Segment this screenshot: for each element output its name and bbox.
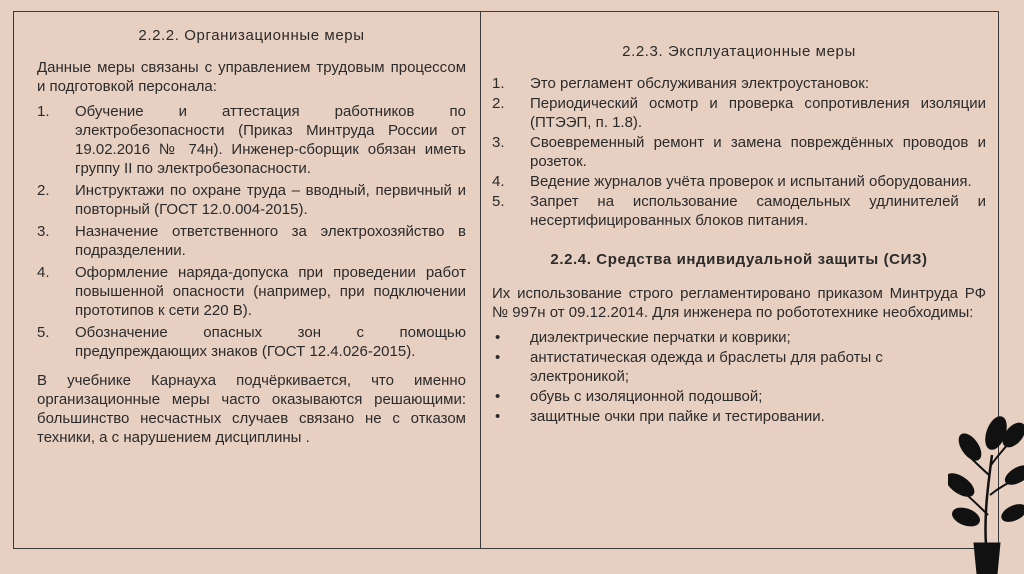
list-item [492,328,986,347]
list-item-text: Обучение и аттестация работников по электробезопасности (Приказ Минтруда России от 19.02.2016 № 74н). Инженер-сборщик обязан иметь группу II по электробезопасности. [75,103,466,177]
list-item-text: Периодический осмотр и проверка сопротивления изоляции (ПТЭЭП, п. 1.8). [530,95,986,131]
list-item [492,407,986,426]
list-item-text: защитные очки при пайке и тестировании. [530,408,825,425]
list-item [37,222,466,260]
list-item [492,348,986,386]
list-number: 3. [37,223,50,240]
column-divider [480,12,481,548]
list-item-text: Назначение ответственного за электрохозяйство в подразделении. [75,223,466,259]
list-number: 4. [492,173,505,190]
list-item-text: Обозначение опасных зон с помощью предупреждающих знаков (ГОСТ 12.4.026-2015). [75,324,466,360]
ppe-bullet-list [492,328,986,426]
list-item-text: Своевременный ремонт и замена повреждённых проводов и розеток. [530,134,986,170]
right-numbered-list [492,74,986,230]
list-number: 2. [492,95,505,112]
list-item-text: Инструктажи по охране труда – вводный, первичный и повторный (ГОСТ 12.0.004-2015). [75,182,466,218]
content-table [13,11,999,549]
list-number: 2. [37,182,50,199]
list-item [492,133,986,171]
left-outro: В учебнике Карнауха подчёркивается, что именно организационные меры часто оказываются решающими: большинство несчастных случаев связано не с отказом техники, а с нарушением дисциплины . [37,372,466,446]
list-item-text: Это регламент обслуживания электроустановок: [530,75,869,92]
potted-plant-icon [948,405,1024,574]
list-number: 5. [37,324,50,341]
list-item [37,181,466,219]
left-numbered-list [37,102,466,361]
right-column [482,12,1000,548]
bullet-icon: • [495,329,501,346]
list-item [492,94,986,132]
list-item-text: Запрет на использование самодельных удлинителей и несертифицированных блоков питания. [530,193,986,229]
list-item [37,102,466,178]
left-heading: 2.2.2. Организационные меры [138,27,365,44]
list-item-text: Оформление наряда-допуска при проведении работ повышенной опасности (например, при подключении прототипов к сети 220 В). [75,264,466,319]
list-item [492,387,986,406]
right-heading: 2.2.3. Эксплуатационные меры [622,43,856,60]
list-item-text: антистатическая одежда и браслеты для работы с электроникой; [530,349,883,385]
list-item-text: диэлектрические перчатки и коврики; [530,329,791,346]
right-intro-ppe: Их использование строго регламентировано приказом Минтруда РФ № 997н от 09.12.2014. Для инженера по робототехнике необходимы: [492,285,986,321]
list-number: 4. [37,264,50,281]
bullet-icon: • [495,388,501,405]
list-item [492,172,986,191]
list-item-text: обувь с изоляционной подошвой; [530,388,763,405]
bullet-icon: • [495,408,501,425]
right-heading-ppe: 2.2.4. Средства индивидуальной защиты (СИЗ) [550,251,928,268]
list-number: 3. [492,134,505,151]
list-item [492,192,986,230]
list-item-text: Ведение журналов учёта проверок и испытаний оборудования. [530,173,972,190]
list-item [37,263,466,320]
left-intro: Данные меры связаны с управлением трудовым процессом и подготовкой персонала: [37,59,466,95]
list-item [492,74,986,93]
list-item [37,323,466,361]
list-number: 1. [37,103,50,120]
list-number: 5. [492,193,505,210]
bullet-icon: • [495,349,501,366]
list-number: 1. [492,75,505,92]
left-column [14,12,480,548]
